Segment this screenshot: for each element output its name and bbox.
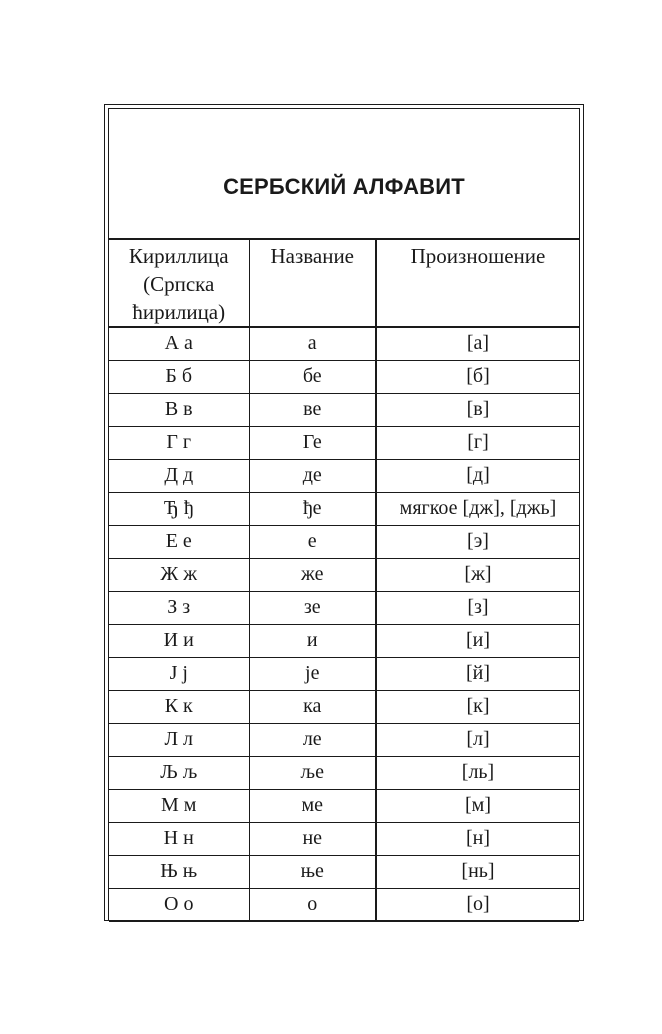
letter-cell: Љ љ <box>109 756 249 789</box>
sound-cell: [ж] <box>376 558 579 591</box>
name-cell: јe <box>249 657 376 690</box>
letter-cell: Л л <box>109 723 249 756</box>
name-cell: бе <box>249 360 376 393</box>
name-cell: ње <box>249 855 376 888</box>
letter-cell: З з <box>109 591 249 624</box>
name-cell: ле <box>249 723 376 756</box>
sound-cell: [л] <box>376 723 579 756</box>
title-box <box>109 109 579 240</box>
letter-cell: Г г <box>109 426 249 459</box>
table-row <box>109 855 579 888</box>
name-cell: де <box>249 459 376 492</box>
table-row <box>109 822 579 855</box>
table-row <box>109 591 579 624</box>
table-row <box>109 690 579 723</box>
table-row <box>109 459 579 492</box>
sound-cell: [к] <box>376 690 579 723</box>
sound-cell: [н] <box>376 822 579 855</box>
name-cell: зе <box>249 591 376 624</box>
letter-cell: Е е <box>109 525 249 558</box>
letter-cell: Б б <box>109 360 249 393</box>
sound-cell: [о] <box>376 888 579 921</box>
table-row <box>109 558 579 591</box>
table-row <box>109 327 579 360</box>
letter-cell: Ж ж <box>109 558 249 591</box>
header-cyrillic-line3: ћирилица) <box>132 300 226 324</box>
sound-cell: [и] <box>376 624 579 657</box>
letter-cell: А а <box>109 327 249 360</box>
sound-cell: [ль] <box>376 756 579 789</box>
name-cell: Ге <box>249 426 376 459</box>
letter-cell: Ђ ђ <box>109 492 249 525</box>
letter-cell: Њ њ <box>109 855 249 888</box>
name-cell: же <box>249 558 376 591</box>
header-pronunciation: Произношение <box>376 240 579 327</box>
name-cell: о <box>249 888 376 921</box>
sound-cell: мягкое [дж], [джь] <box>376 492 579 525</box>
table-row <box>109 525 579 558</box>
sound-cell: [а] <box>376 327 579 360</box>
letter-cell: О о <box>109 888 249 921</box>
name-cell: не <box>249 822 376 855</box>
letter-cell: Н н <box>109 822 249 855</box>
table-row <box>109 756 579 789</box>
table-row <box>109 393 579 426</box>
name-cell: ђе <box>249 492 376 525</box>
letter-cell: Д д <box>109 459 249 492</box>
table-row <box>109 624 579 657</box>
letter-cell: К к <box>109 690 249 723</box>
table-row <box>109 360 579 393</box>
name-cell: ље <box>249 756 376 789</box>
sound-cell: [з] <box>376 591 579 624</box>
letter-cell: Ј ј <box>109 657 249 690</box>
header-cyrillic-line2: (Српска <box>143 272 215 296</box>
name-cell: е <box>249 525 376 558</box>
letter-cell: В в <box>109 393 249 426</box>
header-name: Название <box>249 240 376 327</box>
sound-cell: [й] <box>376 657 579 690</box>
sound-cell: [г] <box>376 426 579 459</box>
header-cyrillic <box>109 240 249 327</box>
sound-cell: [м] <box>376 789 579 822</box>
sound-cell: [в] <box>376 393 579 426</box>
table-header-row <box>109 240 579 327</box>
table-row <box>109 426 579 459</box>
table-row <box>109 888 579 921</box>
alphabet-table <box>109 240 579 922</box>
name-cell: ве <box>249 393 376 426</box>
alphabet-table-frame <box>104 104 584 921</box>
letter-cell: И и <box>109 624 249 657</box>
sound-cell: [д] <box>376 459 579 492</box>
table-row <box>109 789 579 822</box>
table-row <box>109 492 579 525</box>
alphabet-table-inner <box>108 108 580 920</box>
page-title: СЕРБСКИЙ АЛФАВИТ <box>223 173 465 199</box>
name-cell: и <box>249 624 376 657</box>
sound-cell: [б] <box>376 360 579 393</box>
sound-cell: [нь] <box>376 855 579 888</box>
table-row <box>109 657 579 690</box>
name-cell: ка <box>249 690 376 723</box>
name-cell: а <box>249 327 376 360</box>
name-cell: ме <box>249 789 376 822</box>
sound-cell: [э] <box>376 525 579 558</box>
header-cyrillic-line1: Кириллица <box>128 244 229 268</box>
table-row <box>109 723 579 756</box>
letter-cell: М м <box>109 789 249 822</box>
